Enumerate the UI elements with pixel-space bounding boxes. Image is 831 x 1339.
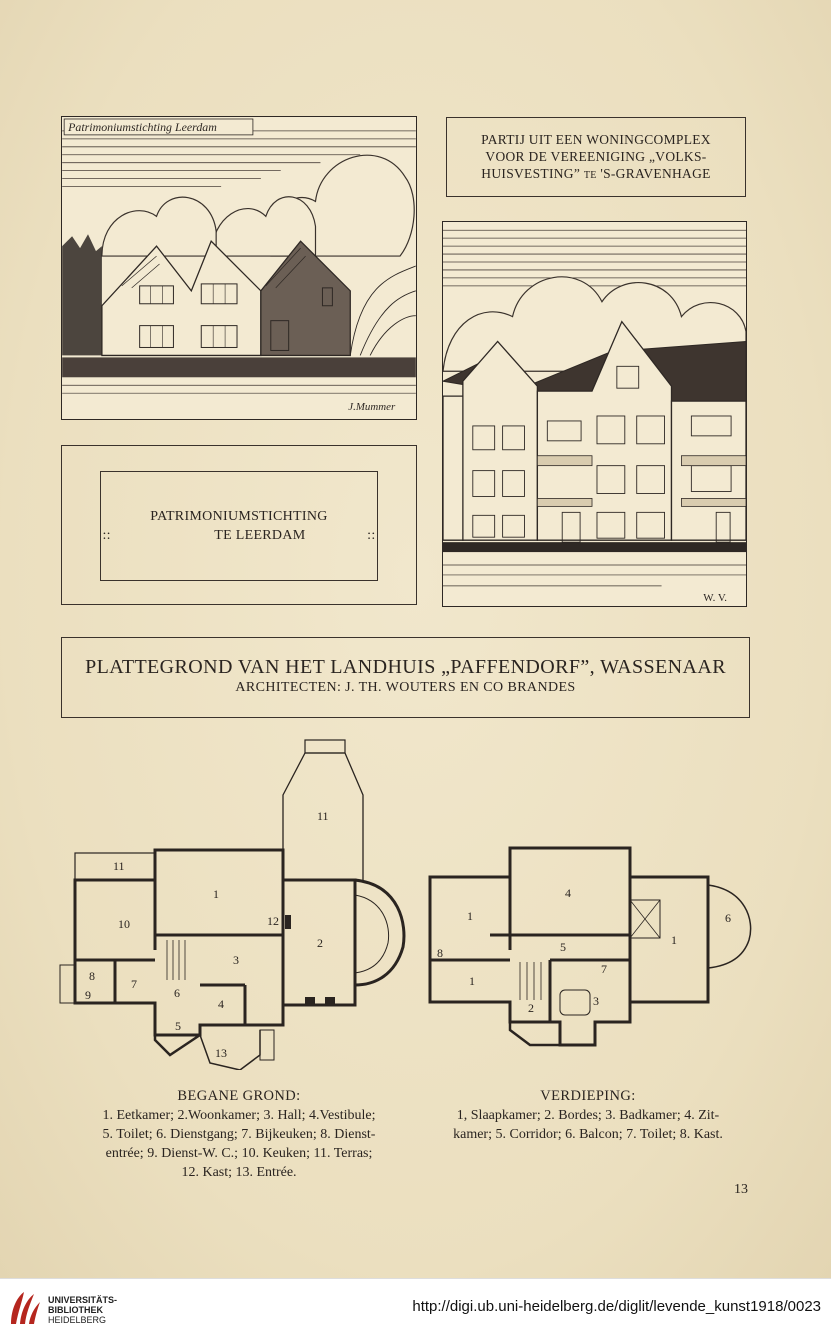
ub-heidelberg-logo-icon[interactable] [8,1288,42,1328]
ground-room-number: 4 [218,997,224,1011]
upper-room-number: 8 [437,946,443,960]
ground-room-number: 2 [317,936,323,950]
source-url-link[interactable]: http://digi.ub.uni-heidelberg.de/diglit/levende_kunst1918/0023 [412,1298,821,1315]
logo-line: BIBLIOTHEK [48,1305,103,1315]
ground-floor-heading: BEGANE GROND: [177,1088,301,1104]
leerdam-caption-line-2 [101,526,377,545]
gravenhage-caption-box [446,117,746,197]
ground-room-number: 9 [85,988,91,1002]
upper-floor-heading: VERDIEPING: [540,1088,636,1104]
ground-legend-line: 5. Toilet; 6. Dienstgang; 7. Bijkeuken; 8. Dienst- [102,1127,376,1142]
logo-line: HEIDELBERG [48,1315,107,1325]
upper-floor-plan-drawing [425,840,760,1055]
upper-legend-line: kamer; 5. Corridor; 6. Balcon; 7. Toilet; 8. Kast. [453,1127,723,1142]
gravenhage-caption-line-2: VOOR DE VEREENIGING „VOLKS- [485,149,707,164]
ground-floor-plan-drawing [55,735,415,1070]
ground-room-number: 12 [267,914,279,928]
upper-room-number: 1 [671,933,677,947]
ground-room-number: 7 [131,977,137,991]
upper-legend-line: 1, Slaapkamer; 2. Bordes; 3. Badkamer; 4. Zit- [456,1108,720,1123]
ground-room-number: 6 [174,986,180,1000]
ground-room-number: 11 [317,809,329,823]
gravenhage-caption-line-3-main: HUISVESTING” [481,166,581,181]
upper-room-number: 1 [469,974,475,988]
upper-room-number: 6 [725,911,731,925]
leerdam-caption-ornament-left: :: [102,528,111,543]
ground-room-number: 5 [175,1019,181,1033]
leerdam-signature: J.Mummer [348,401,396,414]
ground-room-number: 1 [213,887,219,901]
leerdam-caption-box [100,471,378,581]
ground-legend-line: 1. Eetkamer; 2.Woonkamer; 3. Hall; 4.Vestibule; [102,1108,376,1123]
upper-floor-plan [425,840,760,1055]
plan-subtitle: ARCHITECTEN: J. TH. WOUTERS EN CO BRANDES [235,680,576,695]
upper-floor-legend [418,1087,758,1144]
upper-room-number: 4 [565,886,571,900]
page-number: 13 [734,1182,748,1197]
leerdam-illustration [61,116,417,420]
ub-heidelberg-logo-text [48,1295,117,1325]
gravenhage-caption-line-1: PARTIJ UIT EEN WONINGCOMPLEX [481,132,711,147]
leerdam-handwritten-title: Patrimoniumstichting Leerdam [68,119,217,134]
leerdam-sketch-image [62,117,416,419]
gravenhage-illustration [442,221,747,607]
gravenhage-initials: W. V. [703,591,728,604]
ground-room-number: 13 [215,1046,227,1060]
leerdam-caption-ornament-right: :: [367,528,376,543]
digital-library-footer [0,1278,831,1339]
upper-room-number: 3 [593,994,599,1008]
gravenhage-sketch-image [443,222,746,606]
upper-room-number: 2 [528,1001,534,1015]
leerdam-caption-town: TE LEERDAM [214,528,306,543]
upper-room-number: 7 [601,962,607,976]
ground-legend-line: entrée; 9. Dienst-W. C.; 10. Keuken; 11. Terras; [105,1146,373,1161]
gravenhage-caption-line-3 [447,165,745,184]
ground-legend-line: 12. Kast; 13. Entrée. [181,1165,297,1180]
gravenhage-caption-line-3-end: 'S-GRAVENHAGE [600,166,711,181]
gravenhage-caption-line-3-small: TE [583,170,597,181]
ground-room-number: 8 [89,969,95,983]
upper-room-number: 1 [467,909,473,923]
ground-room-number: 11 [113,859,125,873]
ground-floor-legend [50,1087,428,1182]
ground-room-number: 10 [118,917,130,931]
upper-room-number: 5 [560,940,566,954]
plan-caption-box [61,637,750,718]
ground-floor-plan [55,735,415,1070]
leerdam-caption-line-1: PATRIMONIUMSTICHTING [150,509,328,524]
plan-title: PLATTEGROND VAN HET LANDHUIS „PAFFENDORF”, WASSENAAR [85,656,726,678]
ground-room-number: 3 [233,953,239,967]
logo-line: UNIVERSITÄTS- [48,1295,118,1305]
